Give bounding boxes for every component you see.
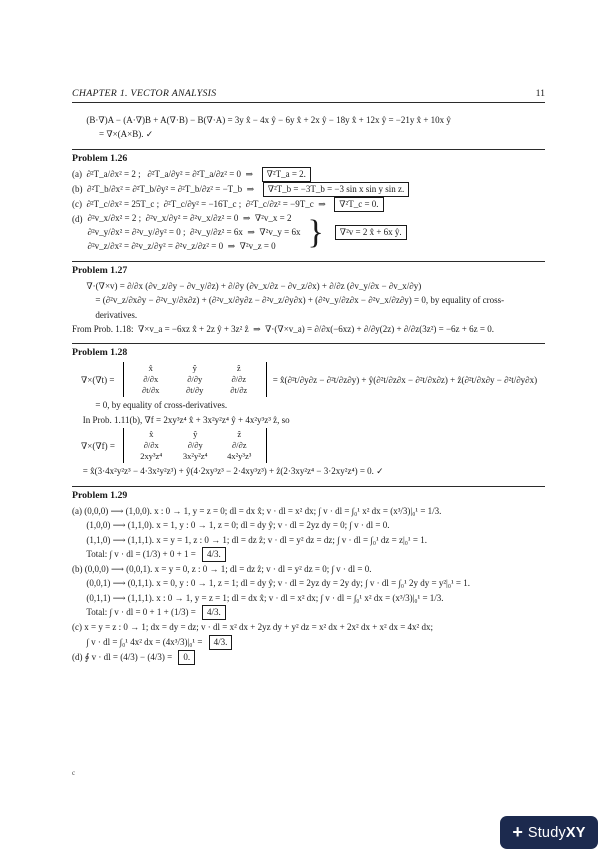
math-text: ∂/∂z [231, 440, 247, 451]
equation-stack [88, 212, 301, 254]
boxed-answer: 0. [178, 650, 195, 665]
math-text: From Prob. 1.18: ∇×v_a = −6xz x̂ + 2z ŷ + 3z² ẑ ⇒ ∇·(∇×v_a) = ∂/∂x(−6xz) + ∂/∂y(2z) + ∂/∂z(3z²) = −6z + 6z = 0. [72, 323, 494, 334]
determinant-matrix [123, 362, 267, 397]
footer-copyright: c [72, 769, 76, 777]
boxed-answer: ∇²T_a = 2. [262, 167, 311, 182]
math-text: ẑ [237, 429, 242, 440]
page-number: 11 [535, 88, 545, 99]
math-text: Total: ∫ v · dl = 0 + 1 + (1/3) = [86, 607, 199, 618]
intro-block [72, 113, 545, 142]
right-brace-icon: } [307, 213, 324, 251]
math-text: ∫ v · dl = ∫₀¹ 4x² dx = (4x³/3)|₀¹ = [86, 636, 205, 647]
content-line [72, 293, 545, 322]
math-text: (0,0,1) ⟶ (0,1,1). x = 0, y : 0 → 1, z = 1; dl = dy ŷ; v · dl = 2yz dy = 2y dy; ∫ v · dl = ∫₀¹ 2y dy = y²|₀¹ = 1. [86, 578, 470, 589]
math-text: ∇×(∇f) = [81, 440, 118, 451]
content-line [72, 504, 545, 518]
math-text: ∂/∂x [143, 440, 159, 451]
boxed-answer: 4/3. [209, 635, 233, 650]
content-line [72, 533, 545, 547]
content-line [72, 413, 545, 427]
math-text: ŷ [193, 429, 198, 440]
math-text: ∂²v_x/∂x² = 2 ; ∂²v_x/∂y² = ∂²v_x/∂z² = 0 ⇒ ∇²v_x = 2 [87, 212, 292, 223]
problem-section [72, 261, 545, 337]
problem-title: Problem 1.26 [72, 152, 128, 164]
math-text: ∇×(∇t) = [81, 374, 117, 385]
math-text: = x̂(3·4x²y²z³ − 4·3x²y²z³) + ŷ(4·2xy³z³ − 2·4xy³z³) + ẑ(2·3xy²z⁴ − 3·2xy²z⁴) = 0. ✓ [82, 466, 384, 477]
problem-section [72, 149, 545, 254]
content-line [72, 605, 545, 620]
math-text: (a) ∂²T_a/∂x² = 2 ; ∂²T_a/∂y² = ∂²T_a/∂z² = 0 ⇒ [72, 168, 258, 179]
math-text: (1,0,0) ⟶ (1,1,0). x = 1, y : 0 → 1, z = 0; dl = dy ŷ; v · dl = 2yz dy = 0; ∫ v · dl = 0. [86, 520, 390, 531]
problem-title: Problem 1.29 [72, 489, 128, 501]
math-text: ∂²v_z/∂x² = ∂²v_z/∂y² = ∂²v_z/∂z² = 0 ⇒ ∇²v_z = 0 [87, 240, 276, 251]
math-text: (B·∇)A − (A·∇)B + A(∇·B) − B(∇·A) = 3y x̂ − 4x ŷ − 6y x̂ + 2x ŷ − 18y x̂ + 12x ŷ = −21y x̂ + 10x ŷ [86, 115, 451, 125]
content-line [72, 212, 545, 254]
math-text: ∂/∂y [187, 374, 203, 385]
math-text: (d) ∮ v · dl = (4/3) − (4/3) = [72, 651, 175, 662]
math-text: In Prob. 1.11(b), ∇f = 2xy³z⁴ x̂ + 3x²y²z⁴ ŷ + 4x²y³z³ ẑ, so [82, 414, 290, 425]
boxed-answer: ∇²v = 2 x̂ + 6x ŷ. [335, 225, 407, 240]
problem-title: Problem 1.27 [72, 264, 128, 276]
brand-name-regular: Study [527, 824, 566, 841]
math-text: ∂t/∂z [230, 385, 248, 396]
content-line [72, 127, 545, 141]
content-line [72, 167, 545, 182]
math-text: 2xy³z⁴ [140, 451, 163, 462]
content-line [72, 635, 545, 650]
problem-title: Problem 1.28 [72, 347, 128, 359]
brand-badge [500, 816, 598, 849]
boxed-answer: 4/3. [202, 547, 226, 562]
content-line [72, 361, 545, 398]
math-text: (1,1,0) ⟶ (1,1,1). x = y = 1, z : 0 → 1; dl = dz ẑ; v · dl = y² dz = dz; ∫ v · dl = ∫₀¹ dz = z|₀¹ = 1. [86, 534, 427, 545]
math-text: (c) x = y = z : 0 → 1; dx = dy = dz; v · dl = x² dx + 2yz dy + y² dz = x² dx + 2x² dx + x² dx = 4x² dx; [72, 622, 433, 633]
content-line [72, 279, 545, 293]
math-text: = x̂(∂²t/∂y∂z − ∂²t/∂z∂y) + ŷ(∂²t/∂z∂x − ∂²t/∂x∂z) + ẑ(∂²t/∂x∂y − ∂²t/∂y∂x) [272, 374, 538, 385]
page-header [72, 88, 545, 103]
determinant-row [129, 429, 261, 440]
determinant-row [129, 385, 261, 396]
math-text: ∂/∂x [143, 374, 159, 385]
problem-section [72, 486, 545, 665]
math-text: 4x²y³z³ [227, 451, 252, 462]
content-line [72, 620, 545, 634]
math-text: (a) (0,0,0) ⟶ (1,0,0). x : 0 → 1, y = z = 0; dl = dx x̂; v · dl = x² dx; ∫ v · dl = ∫₀¹ x² dx = (x³/3)|₀¹ = 1/3. [72, 505, 442, 516]
content-line [72, 591, 545, 605]
problem-section [72, 343, 545, 478]
content-line [72, 576, 545, 590]
math-text: ∂/∂z [231, 374, 246, 385]
determinant-row [129, 440, 261, 451]
content-line [72, 182, 545, 197]
content-line [72, 113, 545, 127]
content-line [72, 398, 545, 412]
math-text: ∂t/∂y [186, 385, 204, 396]
math-text: (d) [72, 213, 83, 224]
math-text: ẑ [236, 363, 241, 374]
content-line [72, 650, 545, 665]
brand-name-bold: XY [565, 824, 586, 841]
math-text: x̂ [149, 429, 154, 440]
problems-container [72, 149, 545, 665]
brand-name [528, 825, 586, 841]
determinant-matrix [123, 428, 267, 463]
content-line [72, 518, 545, 532]
math-text: (c) ∂²T_c/∂x² = 25T_c ; ∂²T_c/∂y² = −16T_c ; ∂²T_c/∂z² = −9T_c ⇒ [72, 198, 331, 209]
content-line [72, 197, 545, 212]
math-text: ŷ [192, 363, 197, 374]
content-line [72, 562, 545, 576]
content-line [72, 547, 545, 562]
determinant-row [129, 363, 261, 374]
content-line [72, 427, 545, 464]
determinant-row [129, 374, 261, 385]
math-text: = 0, by equality of cross-derivatives. [95, 400, 228, 411]
math-text: (b) ∂²T_b/∂x² = ∂²T_b/∂y² = ∂²T_b/∂z² = −T_b ⇒ [72, 183, 259, 194]
boxed-answer: ∇²T_c = 0. [334, 197, 383, 212]
math-text: Total: ∫ v · dl = (1/3) + 0 + 1 = [86, 548, 199, 559]
math-text: = ∇×(A×B). ✓ [99, 129, 154, 140]
math-text: x̂ [148, 363, 153, 374]
boxed-answer: 4/3. [202, 605, 226, 620]
determinant-row [129, 451, 261, 462]
plus-icon: + [512, 821, 523, 842]
math-text: ∂²v_y/∂x² = ∂²v_y/∂y² = 0 ; ∂²v_y/∂z² = 6x ⇒ ∇²v_y = 6x [87, 226, 301, 237]
math-text: = (∂²v_z/∂x∂y − ∂²v_y/∂x∂z) + (∂²v_x/∂y∂z − ∂²v_z/∂y∂x) + (∂²v_y/∂z∂x − ∂²v_x/∂z∂y) = 0, by equality of cross-derivatives. [95, 295, 505, 320]
math-text: ∂/∂y [187, 440, 203, 451]
math-text: (0,1,1) ⟶ (1,1,1). x : 0 → 1, y = z = 1; dl = dx x̂; v · dl = x² dx; ∫ v · dl = ∫₀¹ x² dx = (x³/3)|₀¹ = 1/3. [86, 592, 444, 603]
math-text: 3x²y²z⁴ [182, 451, 208, 462]
math-text: ∂t/∂x [142, 385, 160, 396]
content-line [72, 464, 545, 478]
math-text: (b) (0,0,0) ⟶ (0,0,1). x = y = 0, z : 0 → 1; dl = dz ẑ; v · dl = y² dz = 0; ∫ v · dl = 0. [72, 563, 372, 574]
content-line [72, 322, 545, 336]
chapter-title: CHAPTER 1. VECTOR ANALYSIS [72, 88, 217, 99]
math-text: ∇·(∇×v) = ∂/∂x (∂v_z/∂y − ∂v_y/∂z) + ∂/∂y (∂v_x/∂z − ∂v_z/∂x) + ∂/∂z (∂v_y/∂x − ∂v_x/∂y) [86, 280, 422, 291]
boxed-answer: ∇²T_b = −3T_b = −3 sin x sin y sin z. [263, 182, 410, 197]
